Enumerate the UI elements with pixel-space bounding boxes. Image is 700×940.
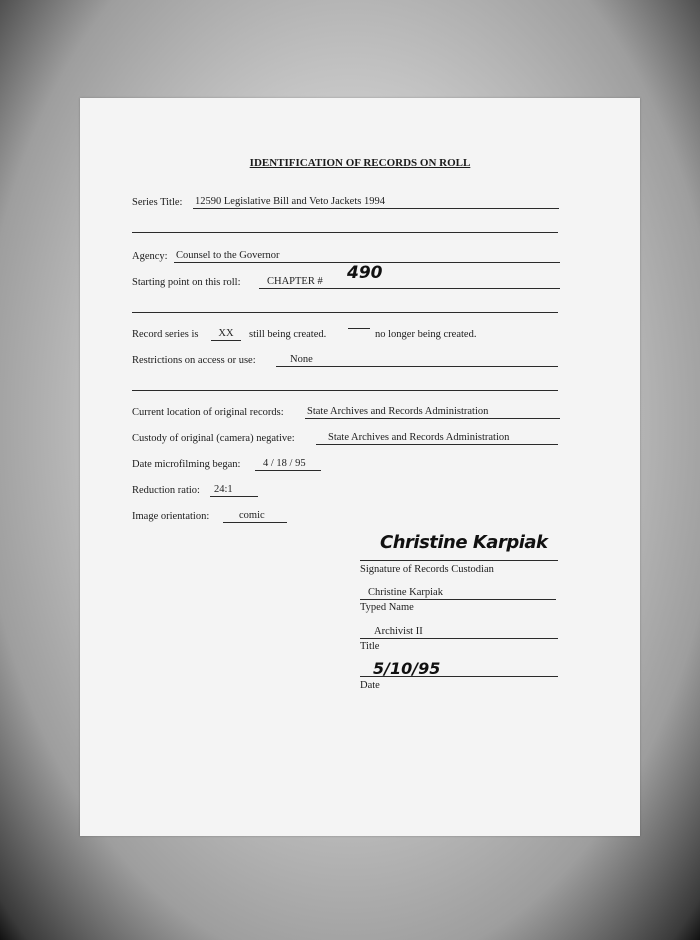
current-location-value: State Archives and Records Administration xyxy=(305,406,560,419)
date-began-value: 4 / 18 / 95 xyxy=(255,458,321,471)
image-orientation-label: Image orientation: xyxy=(132,511,210,522)
starting-point-line-2 xyxy=(132,312,558,313)
signature-label: Signature of Records Custodian xyxy=(360,564,494,575)
chapter-prefix: CHAPTER # xyxy=(267,276,323,287)
title-value: Archivist II xyxy=(360,626,558,639)
date-label: Date xyxy=(360,680,380,691)
form-heading: IDENTIFICATION OF RECORDS ON ROLL xyxy=(249,157,471,169)
no-longer-mark xyxy=(348,328,370,329)
date-handwritten: 5/10/95 xyxy=(373,659,441,678)
image-orientation-value: comic xyxy=(223,510,287,523)
custody-value: State Archives and Records Administration xyxy=(316,432,558,445)
still-created-mark: XX xyxy=(211,328,241,341)
reduction-ratio-label: Reduction ratio: xyxy=(132,485,200,496)
reduction-ratio-value: 24:1 xyxy=(210,484,258,497)
series-title-value: 12590 Legislative Bill and Veto Jackets 1994 xyxy=(193,196,559,209)
agency-label: Agency: xyxy=(132,251,168,262)
series-title-label: Series Title: xyxy=(132,197,183,208)
signature-handwritten: Christine Karpiak xyxy=(380,532,548,553)
agency-value: Counsel to the Governor xyxy=(174,250,560,263)
signature-line xyxy=(360,560,558,561)
restrictions-line-2 xyxy=(132,390,558,391)
date-began-label: Date microfilming began: xyxy=(132,459,241,470)
series-title-line-2 xyxy=(132,232,558,233)
starting-point-label: Starting point on this roll: xyxy=(132,277,241,288)
record-series-label: Record series is xyxy=(132,329,199,340)
custody-label: Custody of original (camera) negative: xyxy=(132,433,295,444)
records-form-sheet xyxy=(80,98,640,836)
typed-name-value: Christine Karpiak xyxy=(360,587,556,600)
still-created-label: still being created. xyxy=(249,329,327,340)
typed-name-label: Typed Name xyxy=(360,602,414,613)
title-label: Title xyxy=(360,641,380,652)
chapter-number-handwritten: 490 xyxy=(347,263,383,283)
no-longer-label: no longer being created. xyxy=(375,329,477,340)
restrictions-value: None xyxy=(276,354,558,367)
restrictions-label: Restrictions on access or use: xyxy=(132,355,256,366)
current-location-label: Current location of original records: xyxy=(132,407,284,418)
starting-point-value xyxy=(259,263,560,289)
